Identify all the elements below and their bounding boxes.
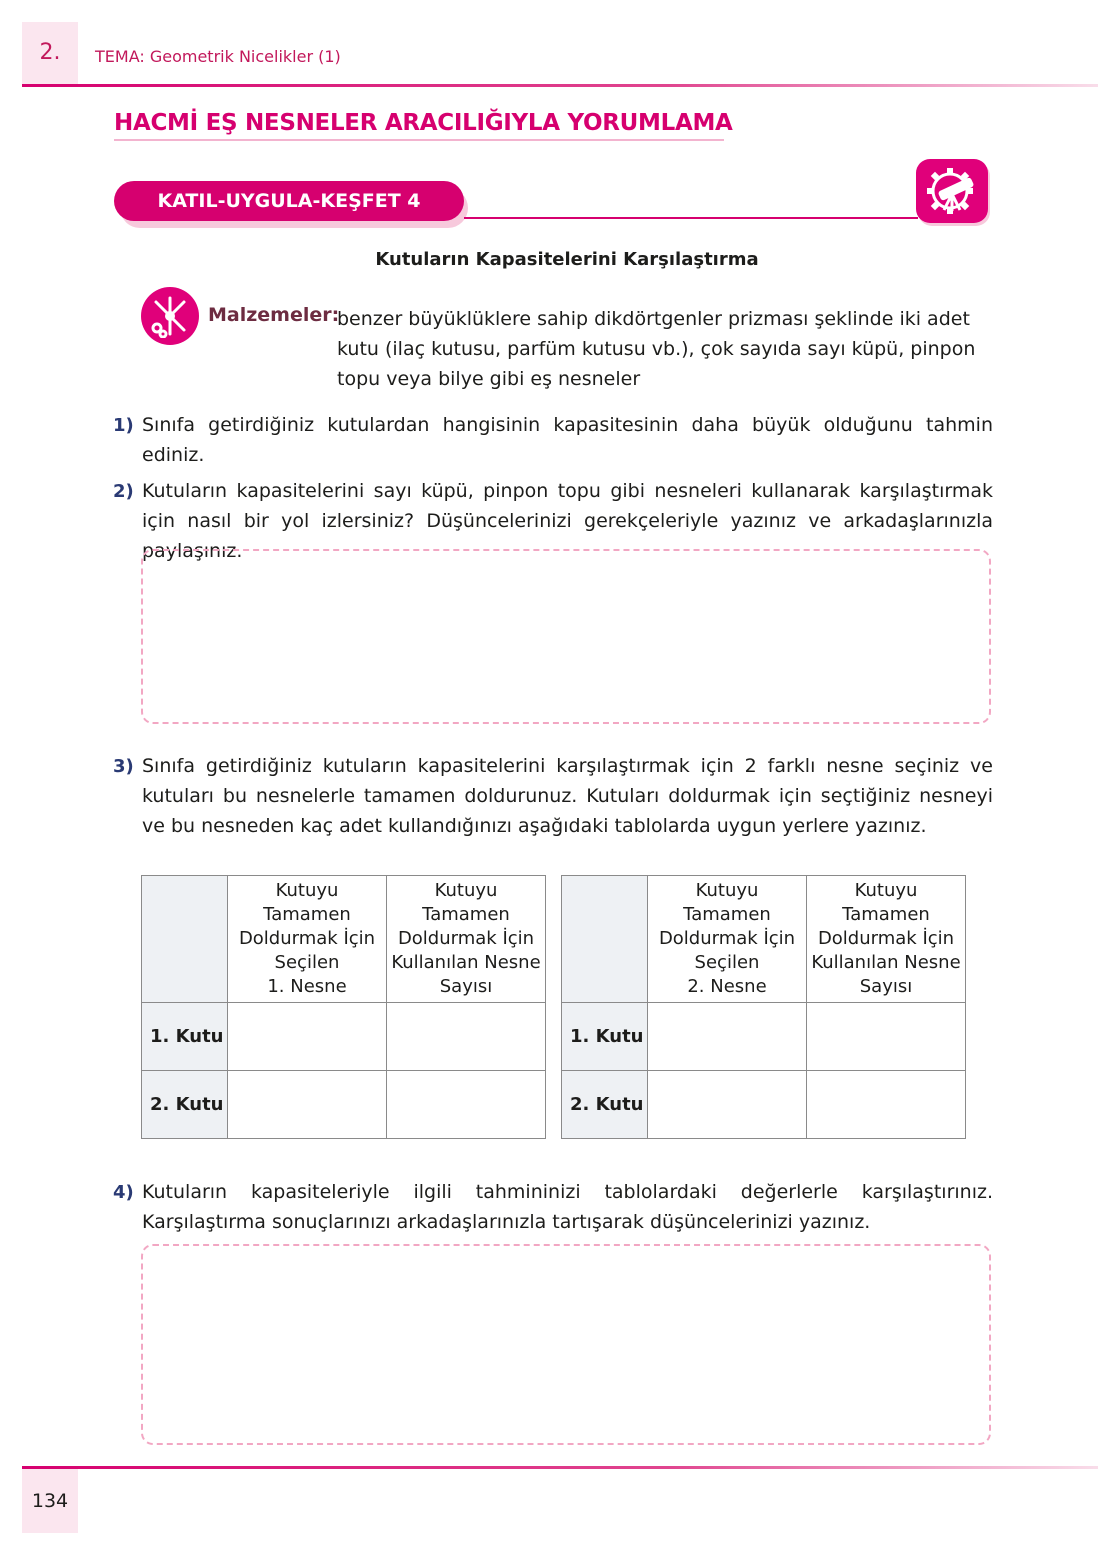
object-count-table-2 (561, 875, 966, 1139)
row-header-box-1: 1. Kutu (562, 1003, 648, 1071)
answer-cell[interactable] (807, 1003, 966, 1071)
page-number: 134 (31, 1490, 69, 1512)
column-header-selected-object (648, 876, 807, 1003)
question-2-number: 2) (113, 481, 134, 502)
question-1-text: Sınıfa getirdiğiniz kutulardan hangisinin kapasitesinin daha büyük olduğunu tahmin ediniz. (142, 414, 993, 466)
header-line: Doldurmak İçin (658, 928, 796, 949)
row-header-box-2: 2. Kutu (562, 1071, 648, 1139)
question-2-text: Kutuların kapasitelerini sayı küpü, pinpon topu gibi nesneleri kullanarak karşılaştırmak için nasıl bir yol izlersiniz? Düşüncelerinizi gerekçeleriyle yazınız ve arkadaşlarınızla paylaşınız. (142, 480, 993, 562)
answer-cell[interactable] (648, 1003, 807, 1071)
header-line: Kutuyu (434, 880, 498, 901)
answer-box-2[interactable] (141, 549, 991, 724)
telescope-gear-icon (916, 159, 988, 223)
question-4-number: 4) (113, 1182, 134, 1203)
theme-title: TEMA: Geometrik Nicelikler (1) (95, 47, 341, 66)
answer-box-4[interactable] (141, 1244, 991, 1445)
header-line: Tamamen (422, 904, 510, 925)
materials-label: Malzemeler: (208, 304, 340, 326)
table-corner (142, 876, 228, 1003)
header-divider (22, 84, 1098, 87)
header-line: Doldurmak İçin (817, 928, 955, 949)
header-line: Kullanılan Nesne (391, 952, 541, 973)
title-underline (114, 139, 724, 141)
header-line: 2. Nesne (687, 976, 767, 997)
header-line: Seçilen (274, 952, 340, 973)
question-1-number: 1) (113, 415, 134, 436)
section-divider (464, 217, 918, 219)
question-3-number: 3) (113, 756, 134, 777)
activity-title: Kutuların Kapasitelerini Karşılaştırma (375, 249, 759, 270)
section-label: KATIL-UYGULA-KEŞFET 4 (157, 190, 421, 212)
header-line: Tamamen (263, 904, 351, 925)
header-line: Tamamen (683, 904, 771, 925)
header-line: Sayısı (439, 976, 493, 997)
answer-cell[interactable] (387, 1003, 546, 1071)
column-header-object-count (807, 876, 966, 1003)
answer-cell[interactable] (228, 1071, 387, 1139)
answer-cell[interactable] (228, 1003, 387, 1071)
header-line: Kutuyu (854, 880, 918, 901)
question-3-text: Sınıfa getirdiğiniz kutuların kapasitelerini karşılaştırmak için 2 farklı nesne seçiniz ve kutuları bu nesnelerle tamamen doldurunuz. Kutuları doldurmak için seçtiğiniz nesneyi ve bu nesneden kaç adet kullandığınızı aşağıdaki tablolarda uygun yerlere yazınız. (142, 755, 993, 837)
page-title: HACMİ EŞ NESNELER ARACILIĞIYLA YORUMLAMA (114, 110, 733, 136)
header-line: Kutuyu (695, 880, 759, 901)
header-line: Kutuyu (275, 880, 339, 901)
answer-cell[interactable] (807, 1071, 966, 1139)
row-header-box-2: 2. Kutu (142, 1071, 228, 1139)
question-4-text: Kutuların kapasiteleriyle ilgili tahmininizi tablolardaki değerlerle karşılaştırınız. Karşılaştırma sonuçlarınızı arkadaşlarınızla tartışarak düşüncelerinizi yazınız. (142, 1181, 993, 1233)
header-line: Doldurmak İçin (238, 928, 376, 949)
header-line: 1. Nesne (267, 976, 347, 997)
materials-text: benzer büyüklüklere sahip dikdörtgenler prizması şeklinde iki adet kutu (ilaç kutusu, parfüm kutusu vb.), çok sayıda sayı küpü, pinpon topu veya bilye gibi eş nesneler (337, 308, 976, 390)
tools-icon (141, 287, 199, 345)
footer-divider (22, 1466, 1098, 1469)
header-line: Seçilen (694, 952, 760, 973)
row-header-box-1: 1. Kutu (142, 1003, 228, 1071)
header-line: Doldurmak İçin (397, 928, 535, 949)
header-line: Sayısı (859, 976, 913, 997)
object-count-table-1 (141, 875, 546, 1139)
answer-cell[interactable] (387, 1071, 546, 1139)
table-corner (562, 876, 648, 1003)
column-header-selected-object (228, 876, 387, 1003)
column-header-object-count (387, 876, 546, 1003)
header-line: Tamamen (842, 904, 930, 925)
answer-cell[interactable] (648, 1071, 807, 1139)
header-line: Kullanılan Nesne (811, 952, 961, 973)
unit-number: 2. (39, 40, 61, 65)
